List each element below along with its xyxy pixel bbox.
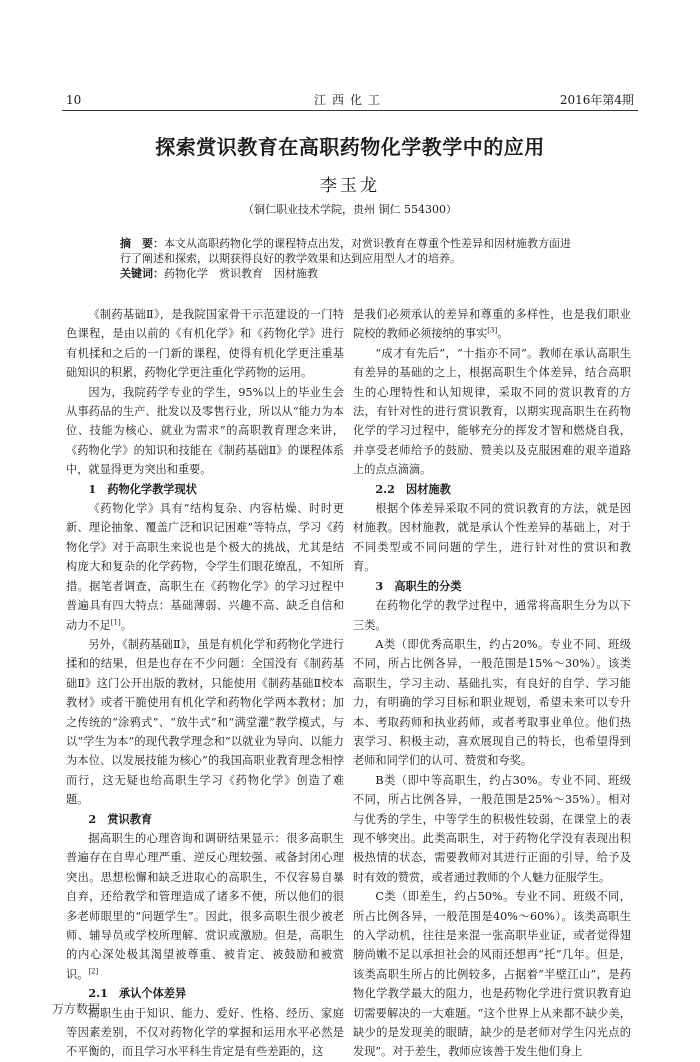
abstract-label: 摘 要： xyxy=(120,237,164,250)
footer-watermark: 万方数据 xyxy=(52,1002,101,1016)
citation-ref: [1] xyxy=(110,617,121,626)
article-title: 探索赏识教育在高职药物化学教学中的应用 xyxy=(155,135,545,159)
keywords-label: 关键词： xyxy=(120,267,164,280)
author-affiliation: （铜仁职业技术学院，贵州 铜仁 554300） xyxy=(243,203,457,216)
paragraph xyxy=(66,499,344,635)
paragraph: A类（即优秀高职生，约占20%。专业不同、班级不同，所占比例各异，一般范围是15%～30%）。该类高职生，学习主动、基础扎实，有良好的自学、学习能力，有明确的学习目标和职业规划，希望未来可以专升本、考取药师和执业药师，或者考取事业单位。他们热衷学习、积极主动，喜欢展现自己的特长，也希望得到老师和同学们的认可、赞赏和夸奖。 xyxy=(353,637,631,768)
paragraph-text: 《药物化学》具有“结构复杂、内容枯燥、时时更新、理论抽象、覆盖广泛和识记困难”等特点，学习《药物化学》对于高职生来说也是个极大的挑战，尤其是结构庞大和复杂的化学药物，令学生们眼花缭乱，不知所措。据笔者调查，高职生在《药物化学》的学习过程中普遍具有四大特点：基础薄弱、兴趣不高、缺乏自信和动力不足 xyxy=(66,502,344,632)
paragraph xyxy=(353,305,631,344)
section-heading: 1 药物化学教学现状 xyxy=(88,481,197,496)
paragraph: 在药物化学的教学过程中，通常将高职生分为以下三类。 xyxy=(353,599,631,632)
paragraph: 另外，《制药基础Ⅱ》，虽是有机化学和药物化学进行揉和的结果，但是也存在不少问题：全国没有《制药基础Ⅱ》这门公开出版的教材，只能使用《制药基础Ⅱ校本教材》或者干脆使用有机化学和药物化学两本教材；加之传统的“涂鸦式”、“放牛式”和“满堂灌”教学模式，与以“学生为本”的现代教学理念和“以就业为导向、以能力为本位、以发展技能为核心”的我国高职业教育理念相悖而行，这无疑也给高职生学习《药物化学》创造了难题。 xyxy=(66,637,344,807)
subsection-heading: 2.2 因材施教 xyxy=(375,481,451,496)
page-number: 10 xyxy=(66,93,82,107)
paragraph-text: 是我们必须承认的差异和尊重的多样性，也是我们职业院校的教师必须接纳的事实 xyxy=(353,308,631,341)
abstract-block xyxy=(120,236,580,281)
paragraph: “成才有先后”，“十指亦不同”。教师在承认高职生有差异的基础的之上，根据高职生个体差异，结合高职生的心理特性和认知规律，采取不同的赏识教育的方法，有针对性的进行赏识教育，以期实现高职生在药物化学的学习过程中，能够充分的挥发才智和燃烧自我，并享受老师给予的鼓励、赞美以及克服困难的艰辛道路上的点点滴滴。 xyxy=(353,346,631,477)
paragraph: 因为，我院药学专业的学生，95%以上的毕业生会从事药品的生产、批发以及零售行业，所以从“能力为本位、技能为核心、就业为需求”的高职教育理念来讲，《药物化学》的知识和技能在《制药基础Ⅱ》的课程体系中，就显得更为突出和重要。 xyxy=(66,385,344,477)
header-rule xyxy=(62,110,638,111)
running-header xyxy=(66,92,634,108)
right-column xyxy=(353,305,631,1062)
paragraph: 《制药基础Ⅱ》，是我院国家骨干示范建设的一门特色课程，是由以前的《有机化学》和《药物化学》进行有机揉和之后的一门新的课程，使得有机化学更注重基础知识的积累，药物化学更注重化学药物的运用。 xyxy=(66,308,344,380)
citation-ref: [2] xyxy=(88,967,99,976)
paragraph: B类（即中等高职生，约占30%。专业不同、班级不同，所占比例各异，一般范围是25%～35%）。相对与优秀的学生，中等学生的积极性较弱，在课堂上的表现不够突出。此类高职生，对于药物化学没有表现出积极热情的状态，需要教师对其进行正面的引导，给予及时有效的赞赏，或者通过教师的个人魅力征服学生。 xyxy=(353,773,631,884)
paragraph: 根据个体差异采取不同的赏识教育的方法，就是因材施教。因材施教，就是承认个性差异的基础上，对于不同类型或不同问题的学生，进行针对性的赏识和教育。 xyxy=(353,502,631,574)
paragraph-end: 。 xyxy=(497,327,509,341)
paragraph-text: 据高职生的心理咨询和调研结果显示：很多高职生普遍存在自卑心理严重、逆反心理较强、戒备封闭心理突出。思想松懈和缺乏进取心的高职生，不仅容易自暴自弃，还给教学和管理造成了诸多不便，所以他们的很多老师眼里的“问题学生”。因此，很多高职生很少被老师、辅导员或学校所理解、赏识或激励。但是，高职生的内心深处极其渴望被尊重、被肯定、被鼓励和被赏识。 xyxy=(66,831,344,981)
author-name: 李玉龙 xyxy=(320,176,380,196)
issue-label: 2016年第4期 xyxy=(559,93,634,107)
journal-name: 江西化工 xyxy=(313,93,386,107)
section-heading: 2 赏识教育 xyxy=(88,811,153,826)
citation-ref: [3] xyxy=(487,326,498,335)
subsection-heading: 2.1 承认个体差异 xyxy=(88,986,187,1001)
paragraph: 高职生由于知识、能力、爱好、性格、经历、家庭等因素差别，不仅对药物化学的掌握和运用水平必然是不平衡的，而且学习水平科生肯定是有些差距的，这 xyxy=(66,1006,344,1059)
keywords-body: 药物化学 赏识教育 因材施教 xyxy=(164,267,318,280)
paragraph: C类（即差生，约占50%。专业不同、班级不同，所占比例各异，一般范围是40%～60%）。该类高职生的入学动机，往往是来混一张高职毕业证，或者觉得翅膀尚嫩不足以承担社会的风雨还想再“托”几年。但是，该类高职生所占的比例较多，占据着“半壁江山”，是药物化学教学最大的阻力，也是药物化学进行赏识教育迫切需要解决的一大难题。“这个世界上从来都不缺少美，缺少的是发现美的眼睛，缺少的是老师对学生闪光点的发现”。对于差生，教师应该善于发生他们身上 xyxy=(353,890,631,1059)
paragraph-end: 。 xyxy=(120,618,132,632)
section-heading: 3 高职生的分类 xyxy=(375,578,462,593)
paragraph xyxy=(66,829,344,984)
keywords-line xyxy=(120,266,580,281)
abstract-body: 本文从高职药物化学的课程特点出发，对赏识教育在尊重个性差异和因材施教方面进行了阐述和探索，以期获得良好的教学效果和达到应用型人才的培养。 xyxy=(120,237,571,265)
abstract-text xyxy=(120,236,580,266)
left-column xyxy=(66,305,344,1062)
